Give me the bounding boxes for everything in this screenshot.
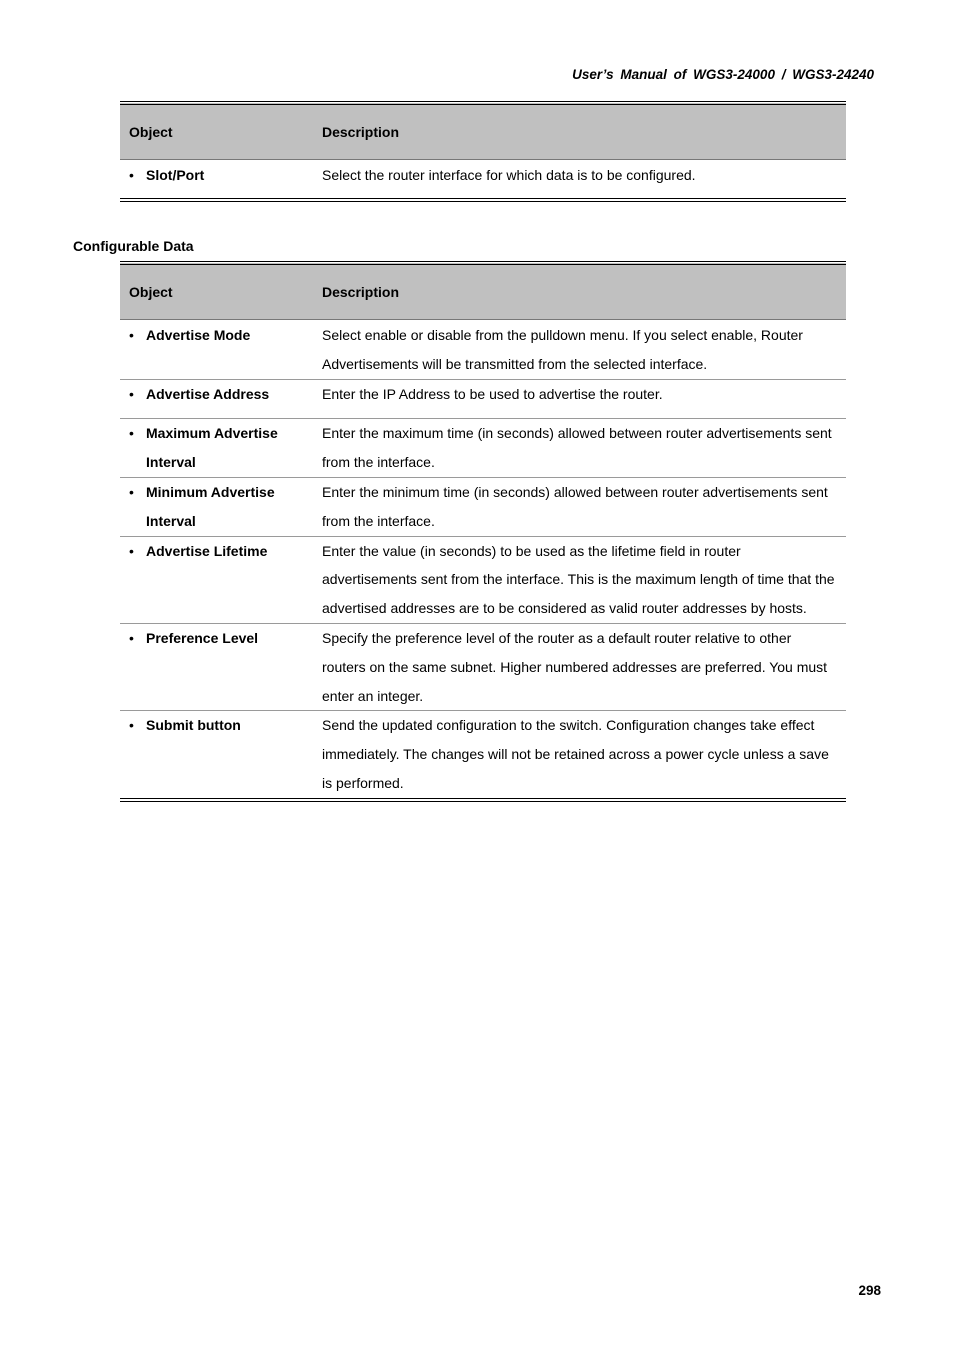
column-header-object: Object <box>120 263 313 320</box>
object-name: Slot/Port <box>146 167 205 183</box>
object-name: Advertise Mode <box>146 327 251 343</box>
column-header-object: Object <box>120 103 313 160</box>
table-row <box>120 379 846 419</box>
table-row <box>120 477 846 536</box>
bullet-icon: • <box>129 483 134 500</box>
object-cell <box>120 623 313 710</box>
description-cell: Specify the preference level of the router as a default router relative to other routers on the same subnet. Higher numbered addresses are preferred. You must enter an integer. <box>313 623 846 710</box>
column-header-description: Description <box>313 263 846 320</box>
description-cell: Enter the IP Address to be used to advertise the router. <box>313 379 846 419</box>
object-cell <box>120 419 313 478</box>
bullet-icon: • <box>129 385 134 402</box>
object-table-slot-port <box>120 101 846 202</box>
column-header-description: Description <box>313 103 846 160</box>
table-row <box>120 623 846 710</box>
object-name: Maximum Advertise Interval <box>146 425 278 471</box>
object-cell <box>120 320 313 380</box>
table-row <box>120 160 846 200</box>
object-cell <box>120 379 313 419</box>
object-table-configurable-data <box>120 261 846 802</box>
object-name: Advertise Lifetime <box>146 542 268 559</box>
object-cell <box>120 477 313 536</box>
bullet-icon: • <box>129 327 134 343</box>
page-header: User’s Manual of WGS3-24000 / WGS3-24240 <box>572 67 874 82</box>
bullet-icon: • <box>129 167 134 183</box>
bullet-icon: • <box>129 425 134 442</box>
table-row <box>120 419 846 478</box>
table-row <box>120 536 846 623</box>
object-cell <box>120 536 313 623</box>
description-cell: Enter the minimum time (in seconds) allowed between router advertisements sent from the interface. <box>313 477 846 536</box>
bullet-icon: • <box>129 717 134 734</box>
description-cell: Enter the maximum time (in seconds) allowed between router advertisements sent from the interface. <box>313 419 846 478</box>
description-cell: Enter the value (in seconds) to be used as the lifetime field in router advertisements sent from the interface. This is the maximum length of time that the advertised addresses are to be considered as valid router addresses by hosts. <box>313 536 846 623</box>
page-number: 298 <box>858 1283 881 1298</box>
object-name: Advertise Address <box>146 385 270 402</box>
table-row <box>120 711 846 800</box>
table-row <box>120 320 846 380</box>
object-name: Submit button <box>146 717 241 734</box>
object-name: Minimum Advertise Interval <box>146 483 275 529</box>
description-cell: Select enable or disable from the pulldown menu. If you select enable, Router Advertisements will be transmitted from the selected interface. <box>313 320 846 380</box>
bullet-icon: • <box>129 542 134 559</box>
object-cell <box>120 160 313 200</box>
bullet-icon: • <box>129 629 134 646</box>
object-name: Preference Level <box>146 629 259 646</box>
description-cell: Select the router interface for which data is to be configured. <box>313 160 846 200</box>
object-cell <box>120 711 313 800</box>
section-heading: Configurable Data <box>73 238 194 254</box>
description-cell: Send the updated configuration to the switch. Configuration changes take effect immediately. The changes will not be retained across a power cycle unless a save is performed. <box>313 711 846 800</box>
